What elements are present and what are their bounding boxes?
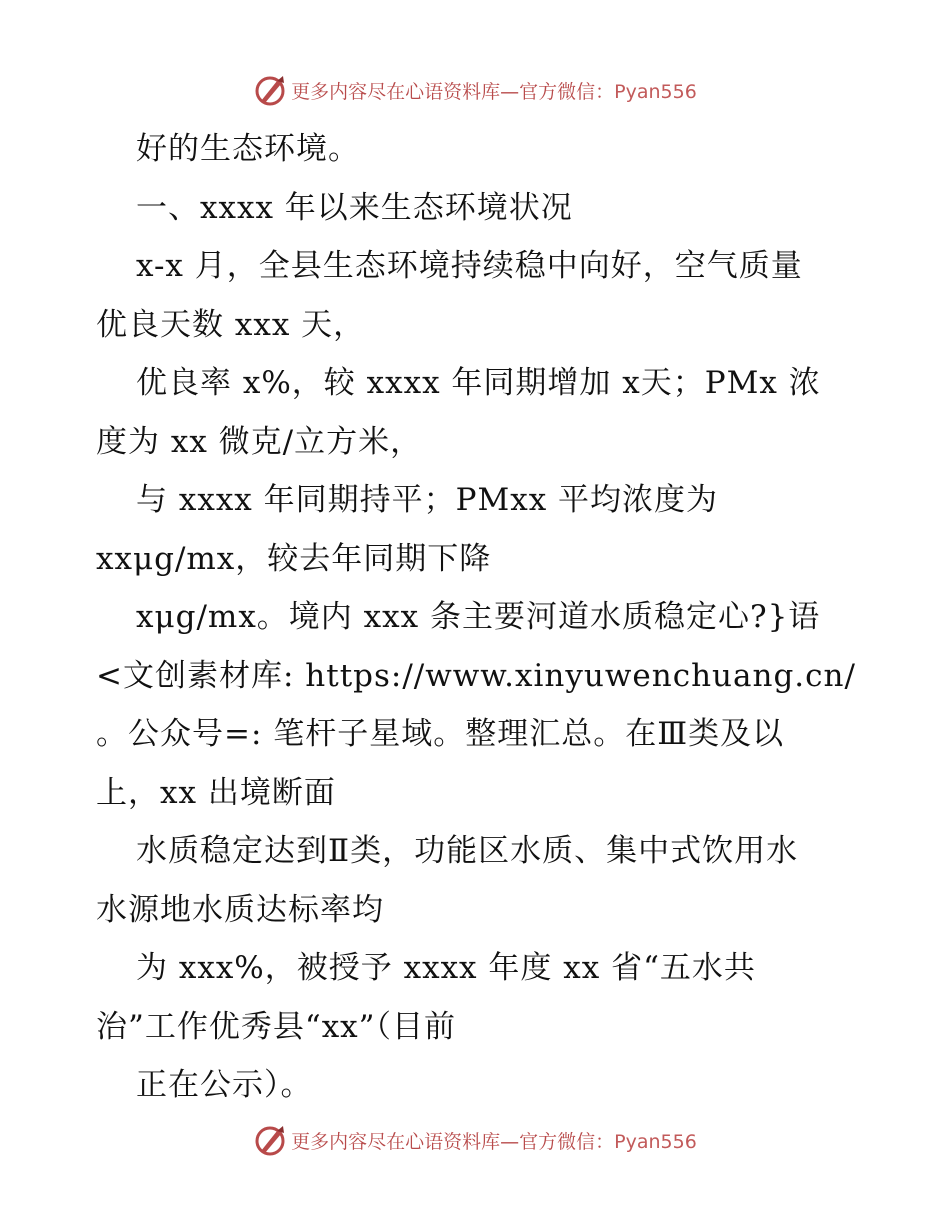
paragraph-line: 水质稳定达到Ⅱ类，功能区水质、集中式饮用水 <box>136 833 799 869</box>
paragraph-line: xxμg/mx，较去年同期下降 <box>96 540 492 577</box>
section-heading: 一、xxxx 年以来生态环境状况 <box>136 189 573 226</box>
paragraph-line: xμg/mx。境内 xxx 条主要河道水质稳定心?}语 <box>136 599 821 635</box>
paragraph-line: 为 xxx%，被授予 xxxx 年度 xx 省“五水共 <box>136 950 756 986</box>
watermark-text: 更多内容尽在心语资料库—官方微信：Pyan556 <box>291 1130 697 1153</box>
watermark-text: 更多内容尽在心语资料库—官方微信：Pyan556 <box>291 80 697 103</box>
quill-pen-logo-icon <box>253 73 287 107</box>
paragraph-line: 优良率 x%，较 xxxx 年同期增加 x天；PMx 浓 <box>136 365 821 401</box>
quill-pen-logo-icon <box>253 1123 287 1157</box>
paragraph-line: x-x 月，全县生态环境持续稳中向好，空气质量 <box>136 248 803 284</box>
header-watermark <box>0 70 950 110</box>
paragraph-line: 治”工作优秀县“xx”（目前 <box>96 1008 457 1045</box>
paragraph-line: 优良天数 xxx 天， <box>96 306 366 343</box>
document-body <box>96 120 856 1115</box>
footer-watermark <box>0 1120 950 1160</box>
paragraph-line: 度为 xx 微克/立方米， <box>96 423 423 460</box>
paragraph-line: 水源地水质达标率均 <box>96 891 384 928</box>
paragraph-line: 正在公示）。 <box>136 1067 313 1103</box>
paragraph-line: 。公众号=: 笔杆子星域。整理汇总。在Ⅲ类及以 <box>96 716 785 752</box>
paragraph-line: 上，xx 出境断面 <box>96 774 336 811</box>
paragraph-line: <文创素材库: https://www.xinyuwenchuang.cn/ <box>96 657 856 694</box>
paragraph-line: 与 xxxx 年同期持平；PMxx 平均浓度为 <box>136 482 719 518</box>
paragraph-line: 好的生态环境。 <box>136 131 360 167</box>
